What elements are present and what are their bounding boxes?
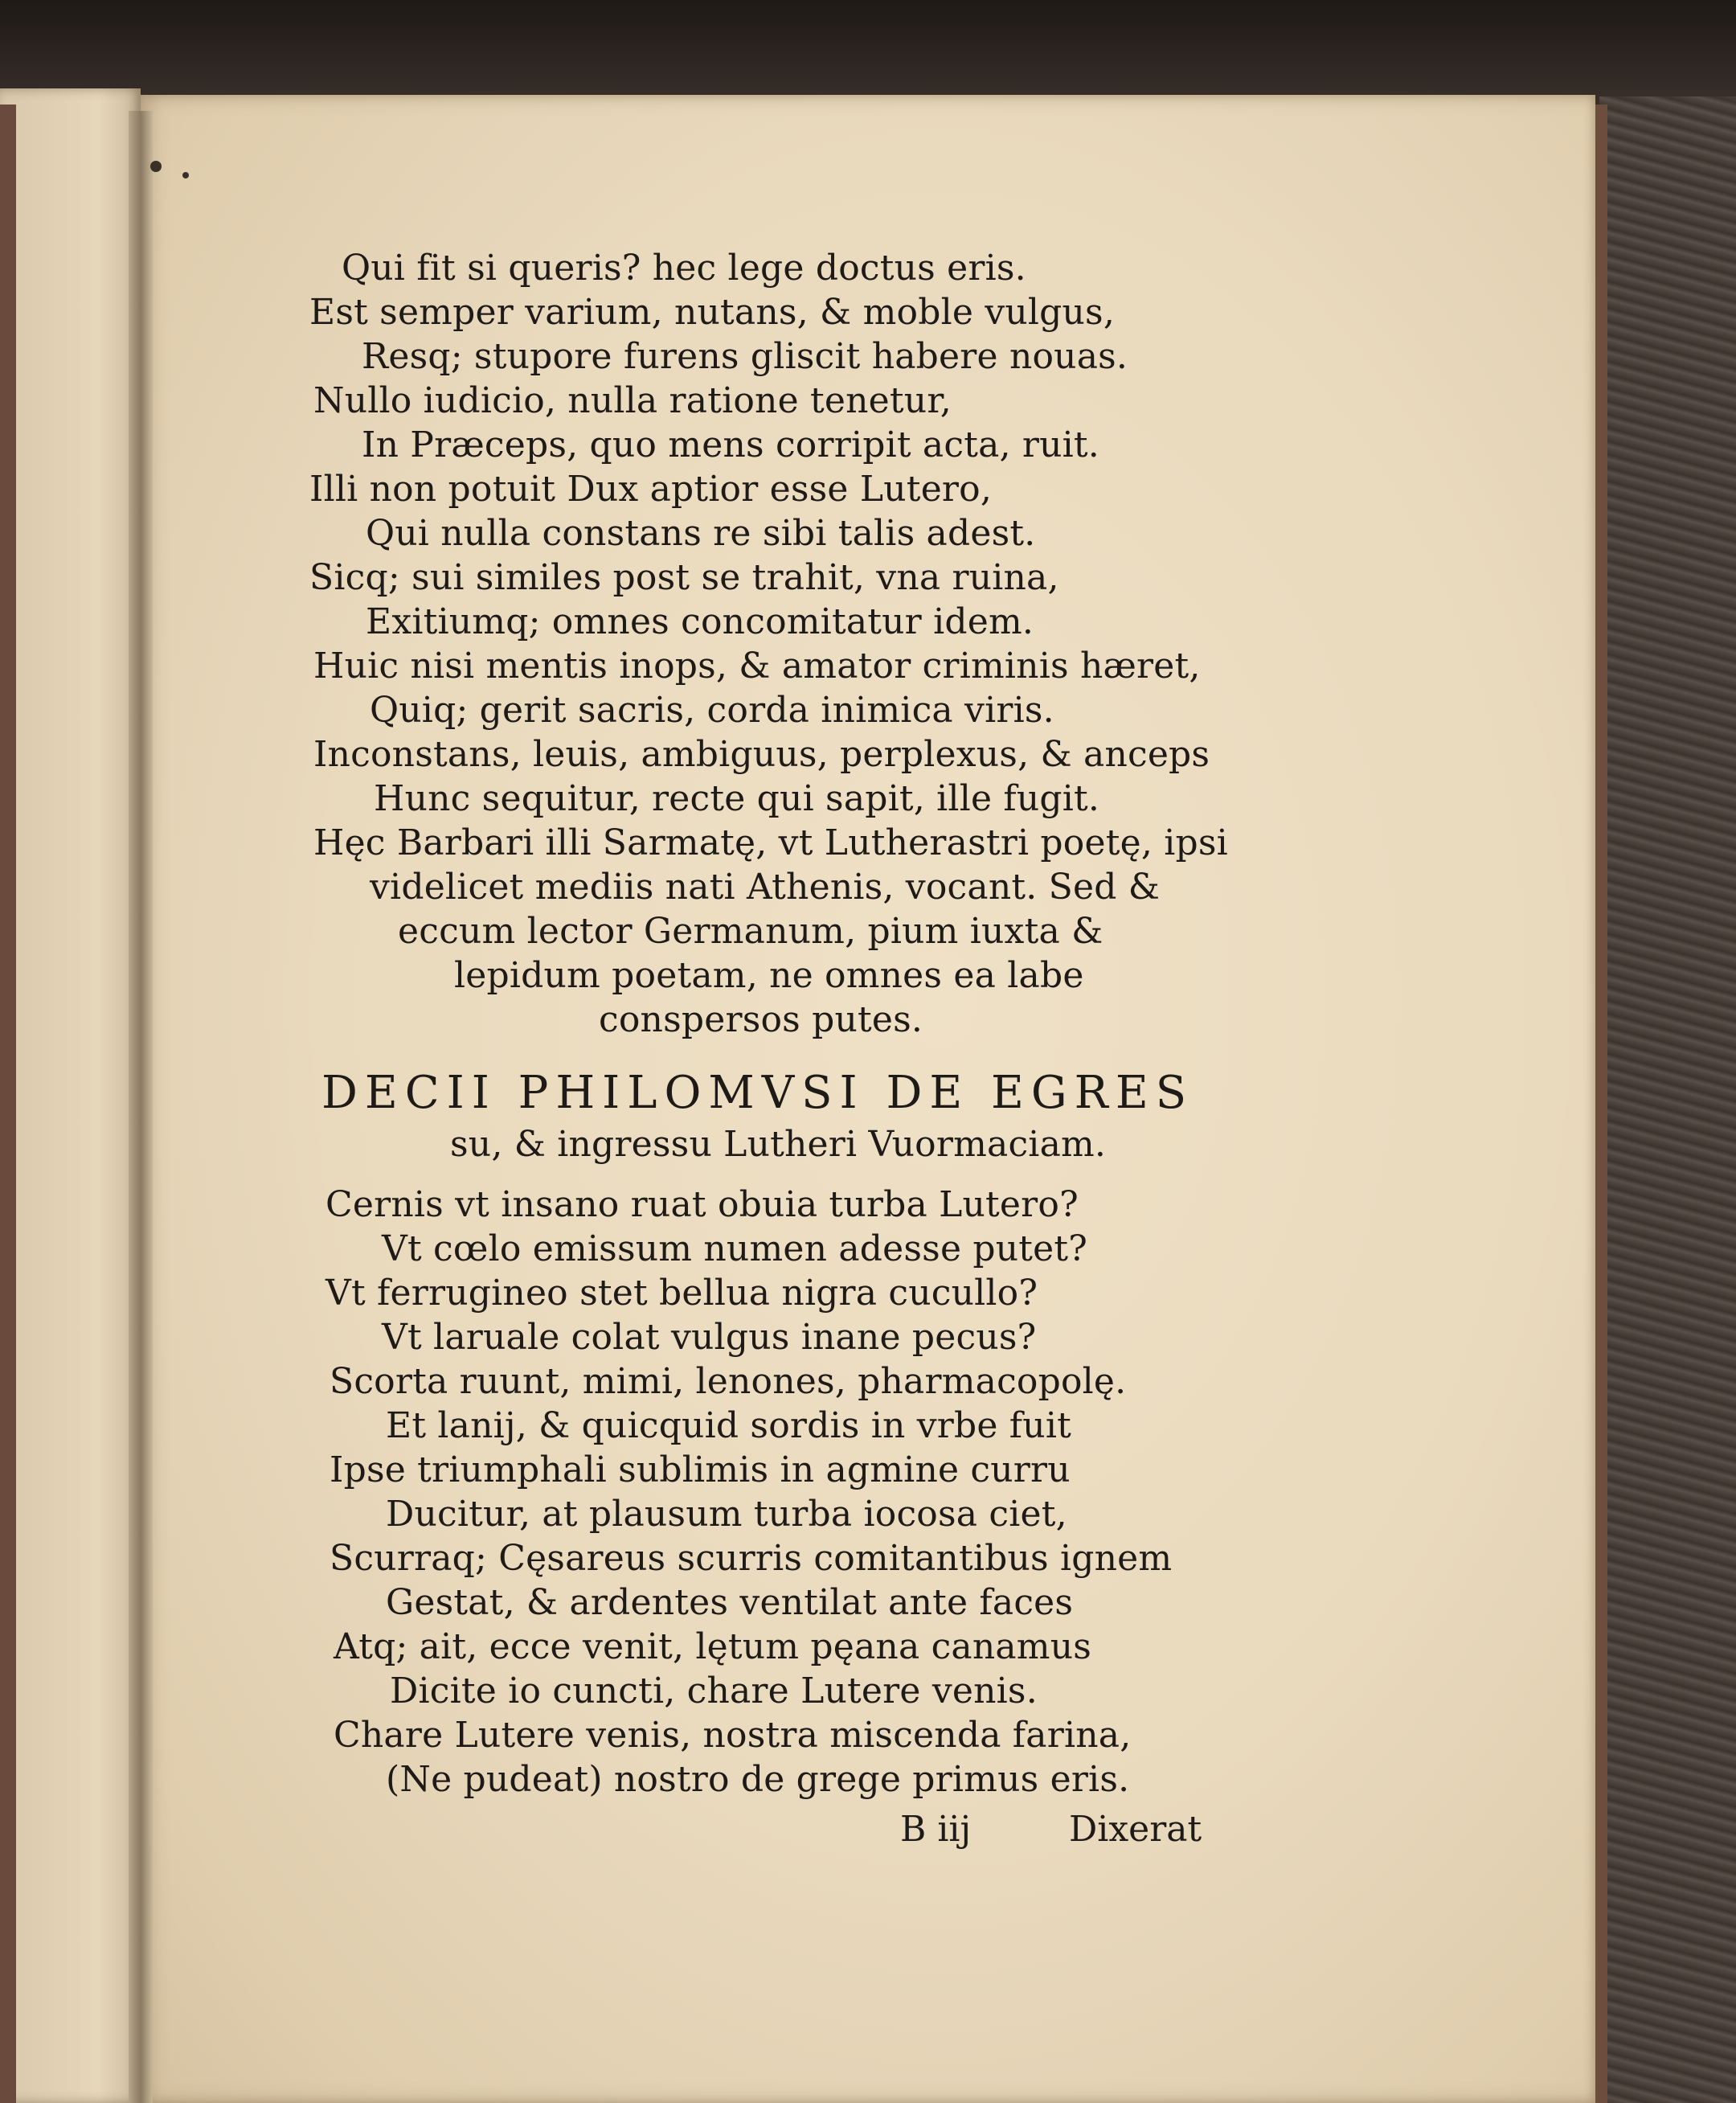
binding-top bbox=[0, 0, 1736, 105]
verse-line: Gestat, & ardentes ventilat ante faces bbox=[386, 1582, 1074, 1623]
verse-line: Scorta ruunt, mimi, lenones, pharmacopolę. bbox=[330, 1361, 1127, 1402]
verse-line: Vt cœlo emissum numen adesse putet? bbox=[382, 1228, 1088, 1269]
verse-line: Resq; stupore furens gliscit habere nouas. bbox=[362, 336, 1128, 377]
signature-mark: B iij bbox=[900, 1809, 972, 1850]
verse-line: Ducitur, at plausum turba iocosa ciet, bbox=[386, 1494, 1067, 1535]
verse-line: Et lanij, & quicquid sordis in vrbe fuit bbox=[386, 1405, 1071, 1446]
prose-line: conspersos putes. bbox=[599, 999, 923, 1040]
ink-speck bbox=[182, 172, 189, 178]
verse-line: Cernis vt insano ruat obuia turba Lutero? bbox=[326, 1184, 1079, 1225]
section-heading: DECII PHILOMVSI DE EGRES bbox=[321, 1067, 1194, 1119]
verse-line: Atq; ait, ecce venit, lętum pęana canamus bbox=[334, 1626, 1092, 1667]
verse-line: Illi non potuit Dux aptior esse Lutero, bbox=[309, 469, 993, 510]
verse-line: Vt laruale colat vulgus inane pecus? bbox=[382, 1317, 1037, 1358]
ink-speck bbox=[150, 161, 162, 172]
verse-line: Qui fit si queris? hec lege doctus eris. bbox=[342, 248, 1026, 289]
verse-line: Inconstans, leuis, ambiguus, perplexus, & anceps bbox=[313, 734, 1210, 775]
verse-line: Exitiumq; omnes concomitatur idem. bbox=[366, 601, 1034, 642]
verse-line: Qui nulla constans re sibi talis adest. bbox=[366, 513, 1036, 554]
gutter-shadow bbox=[129, 111, 153, 2103]
verse-line: Quiq; gerit sacris, corda inimica viris. bbox=[370, 690, 1054, 731]
verse-line: Chare Lutere venis, nostra miscenda farina, bbox=[334, 1715, 1132, 1756]
prose-line: Hęc Barbari illi Sarmatę, vt Lutherastri poetę, ipsi bbox=[313, 822, 1228, 863]
verse-line: (Ne pudeat) nostro de grege primus eris. bbox=[386, 1759, 1130, 1800]
verse-line: Hunc sequitur, recte qui sapit, ille fugit. bbox=[374, 778, 1100, 819]
prose-line: eccum lector Germanum, pium iuxta & bbox=[398, 911, 1103, 952]
printed-page bbox=[141, 95, 1595, 2103]
right-cover-board bbox=[1599, 96, 1736, 2103]
left-cover-board bbox=[0, 105, 16, 2103]
facing-page-edge bbox=[0, 88, 141, 2103]
prose-line: videlicet mediis nati Athenis, vocant. Sed & bbox=[370, 867, 1161, 908]
verse-line: Dicite io cuncti, chare Lutere venis. bbox=[390, 1671, 1038, 1712]
section-subheading: su, & ingressu Lutheri Vuormaciam. bbox=[450, 1124, 1107, 1165]
verse-line: Scurraq; Cęsareus scurris comitantibus ignem bbox=[330, 1538, 1173, 1579]
verse-line: Huic nisi mentis inops, & amator criminis hæret, bbox=[313, 646, 1201, 687]
prose-line: lepidum poetam, ne omnes ea labe bbox=[454, 955, 1084, 996]
verse-line: Ipse triumphali sublimis in agmine curru bbox=[330, 1449, 1071, 1490]
verse-line: Vt ferrugineo stet bellua nigra cucullo? bbox=[326, 1273, 1038, 1314]
verse-line: Est semper varium, nutans, & moble vulgus, bbox=[309, 292, 1116, 333]
verse-line: In Præceps, quo mens corripit acta, ruit. bbox=[362, 424, 1099, 465]
verse-line: Sicq; sui similes post se trahit, vna ruina, bbox=[309, 557, 1059, 598]
verse-line: Nullo iudicio, nulla ratione tenetur, bbox=[313, 380, 952, 421]
catchword: Dixerat bbox=[1069, 1809, 1202, 1850]
